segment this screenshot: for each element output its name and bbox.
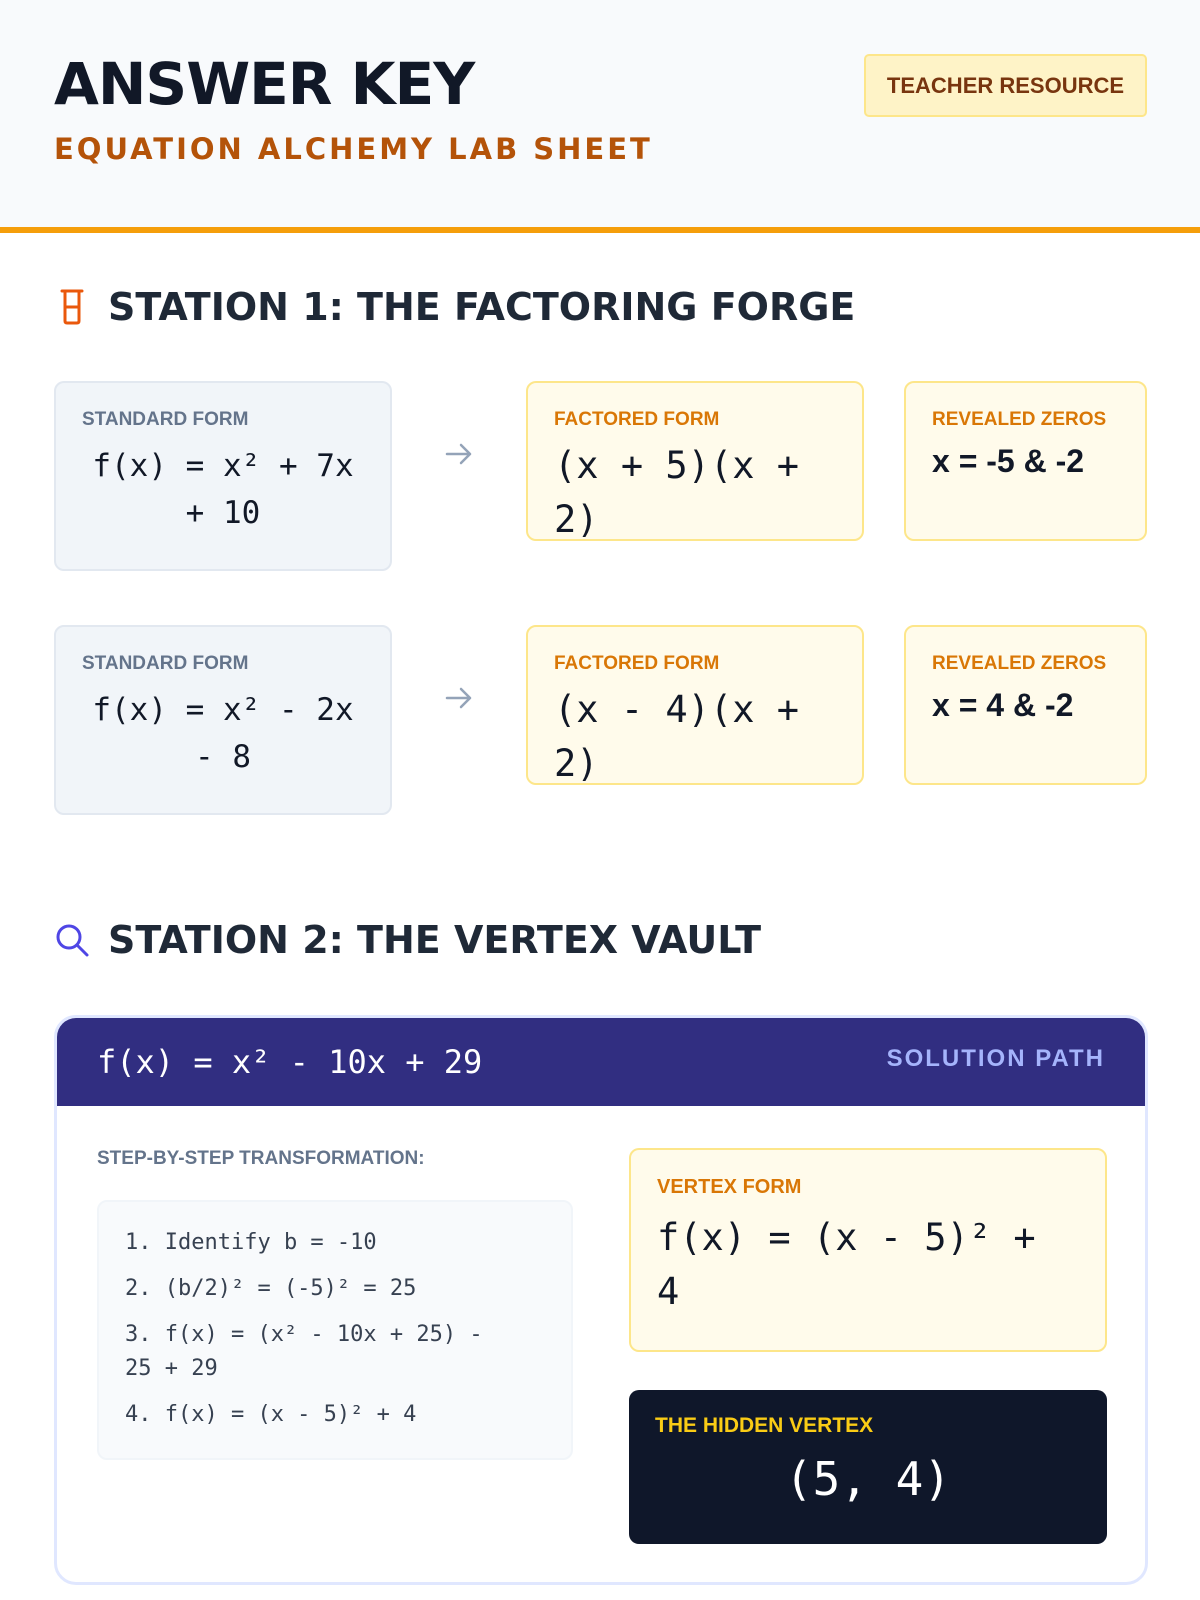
station1-heading (54, 285, 855, 329)
step-3: 3. f(x) = (x² - 10x + 25) - (125, 1322, 483, 1347)
step-2: 2. (b/2)² = (-5)² = 25 (125, 1276, 417, 1301)
factored-form-card-2 (526, 625, 864, 785)
expression-line: f(x) = x² - 2x (92, 692, 354, 728)
vault-equation: f(x) = x² - 10x + 29 (97, 1043, 483, 1081)
expression-line: (x + 5)(x + (554, 444, 800, 487)
vertex-form-card (629, 1148, 1107, 1352)
page-header (0, 0, 1200, 233)
factored-form-card-1 (526, 381, 864, 541)
revealed-zeros-card-1 (904, 381, 1147, 541)
revealed-zeros-label: REVEALED ZEROS (932, 653, 1107, 674)
solution-path-tag: SOLUTION PATH (886, 1045, 1105, 1072)
expression-line: 2) (554, 742, 599, 785)
steps-list (97, 1200, 573, 1460)
expression-line: f(x) = x² + 7x (92, 448, 354, 484)
hidden-vertex-label: THE HIDDEN VERTEX (655, 1414, 874, 1437)
expression-line: f(x) = (x - 5)² + (657, 1216, 1036, 1259)
expression-line: + 10 (185, 495, 261, 531)
revealed-zeros-label: REVEALED ZEROS (932, 409, 1107, 430)
arrow-right-icon (444, 439, 474, 469)
step-4: 4. f(x) = (x - 5)² + 4 (125, 1402, 417, 1427)
expression-line: 2) (554, 498, 599, 541)
standard-form-card-1 (54, 381, 392, 571)
arrow-right-icon (444, 683, 474, 713)
factored-form-label: FACTORED FORM (554, 653, 720, 674)
expression-line: 4 (657, 1270, 680, 1313)
vault-header (57, 1018, 1145, 1106)
standard-form-expression (82, 687, 364, 781)
factored-form-expression (554, 683, 836, 791)
station2-heading (54, 918, 761, 962)
expression-line: - 8 (195, 739, 251, 775)
vertex-form-expression (657, 1211, 1079, 1319)
search-icon (54, 921, 90, 959)
standard-form-expression (82, 443, 364, 537)
revealed-zeros-value: x = 4 & -2 (932, 687, 1074, 723)
step-3-continued: 25 + 29 (125, 1356, 218, 1381)
page-subtitle: EQUATION ALCHEMY LAB SHEET (54, 132, 653, 166)
standard-form-label: STANDARD FORM (82, 653, 249, 674)
step-1: 1. Identify b = -10 (125, 1230, 377, 1255)
beaker-icon (54, 288, 90, 326)
station2-title: STATION 2: THE VERTEX VAULT (108, 918, 762, 962)
expression-line: (x - 4)(x + (554, 688, 800, 731)
factored-form-expression (554, 439, 836, 547)
steps-label: STEP-BY-STEP TRANSFORMATION: (97, 1148, 425, 1169)
standard-form-card-2 (54, 625, 392, 815)
hidden-vertex-card (629, 1390, 1107, 1544)
vertex-form-label: VERTEX FORM (657, 1176, 802, 1198)
revealed-zeros-value: x = -5 & -2 (932, 443, 1085, 479)
teacher-resource-badge: TEACHER RESOURCE (864, 54, 1147, 117)
station1-title: STATION 1: THE FACTORING FORGE (108, 285, 856, 329)
vertex-vault-panel (54, 1015, 1148, 1585)
revealed-zeros-card-2 (904, 625, 1147, 785)
hidden-vertex-value: (5, 4) (784, 1452, 952, 1506)
factored-form-label: FACTORED FORM (554, 409, 720, 430)
standard-form-label: STANDARD FORM (82, 409, 249, 430)
page-title: ANSWER KEY (54, 50, 475, 118)
